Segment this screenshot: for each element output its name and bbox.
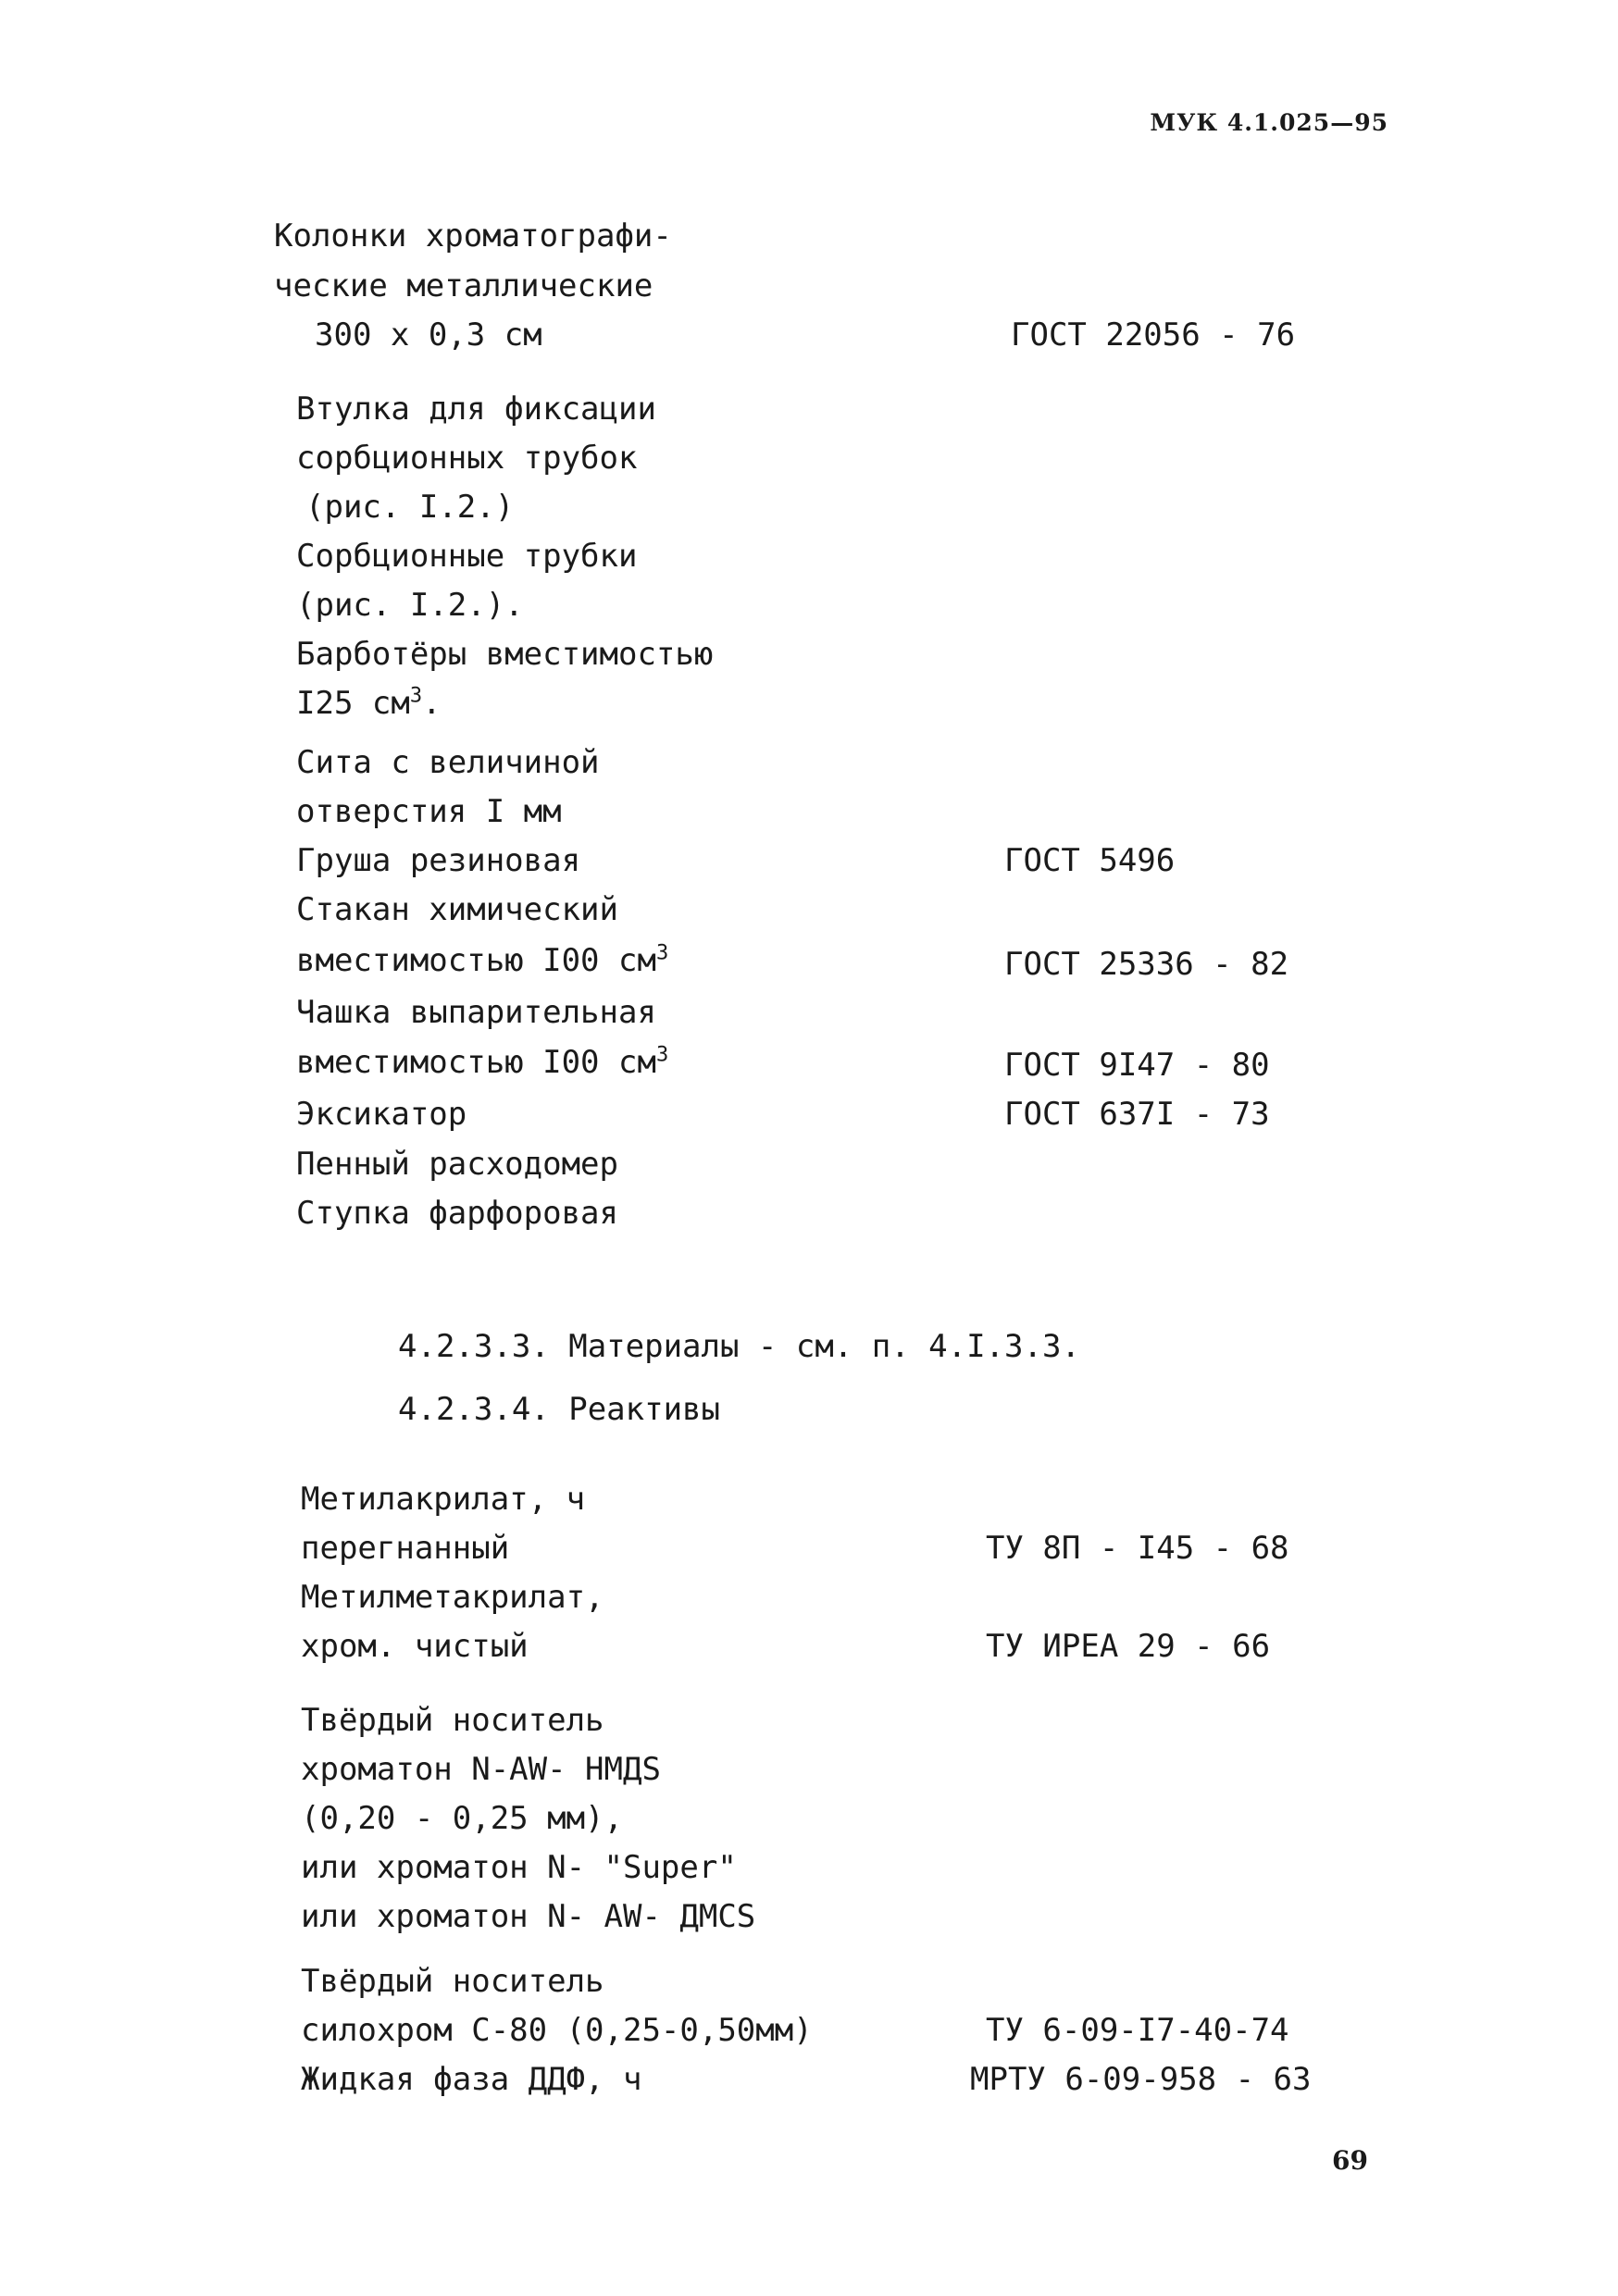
dish-standard: ГОСТ 9I47 - 80 [1004, 1047, 1270, 1084]
tubes-line-2: (рис. I.2.). [296, 587, 524, 624]
carrier1-line-1: Твёрдый носитель [301, 1702, 604, 1739]
columns-title-line-2: ческие металлические [274, 267, 653, 304]
columns-standard: ГОСТ 22056 - 76 [1011, 316, 1296, 354]
dish-line-1: Чашка выпарительная [296, 994, 656, 1031]
desiccator-name: Эксикатор [296, 1096, 467, 1133]
bushing-line-2: сорбционных трубок [296, 440, 638, 477]
bushing-line-3: (рис. I.2.) [305, 489, 515, 526]
reagents-heading: 4.2.3.4. Реактивы [398, 1391, 720, 1428]
bushing-line-1: Втулка для фиксации [296, 391, 656, 428]
glass-standard: ГОСТ 25336 - 82 [1004, 946, 1289, 983]
mortar-name: Ступка фарфоровая [296, 1195, 618, 1232]
carrier1-line-2: хроматон N-AW- НМДS [301, 1751, 661, 1788]
glass-line-2: вместимостью I00 $см^3$ [296, 941, 669, 979]
methyl-acrylate-line-1: Метилакрилат, ч [301, 1481, 586, 1518]
carrier2-standard: ТУ 6-09-I7-40-74 [986, 2012, 1289, 2049]
bulb-name: Груша резиновая [296, 842, 581, 879]
columns-title-line-1: Колонки хроматографи- [274, 217, 672, 254]
desiccator-standard: ГОСТ 637I - 73 [1004, 1096, 1270, 1133]
glass-line-1: Стакан химический [296, 891, 618, 928]
bubblers-line-2: I25 $см^3$. [296, 684, 442, 722]
liquid-phase-name: Жидкая фаза ДДФ, ч [301, 2061, 642, 2098]
sieves-line-1: Сита с величиной [296, 744, 600, 781]
liquid-phase-standard: МРТУ 6-09-958 - 63 [970, 2061, 1312, 2098]
carrier1-line-4: или хроматон N- "Super" [301, 1849, 737, 1886]
carrier1-line-5: или хроматон N- AW- ДМСS [301, 1898, 756, 1935]
materials-heading: 4.2.3.3. Материалы - см. п. 4.I.3.3. [398, 1328, 1080, 1365]
dish-line-2: вместимостью I00 $см^3$ [296, 1043, 669, 1081]
flowmeter-name: Пенный расходомер [296, 1146, 618, 1183]
carrier2-line-2: силохром С-80 (0,25-0,50мм) [301, 2012, 813, 2049]
bulb-standard: ГОСТ 5496 [1004, 842, 1176, 879]
methyl-methacrylate-line-2: хром. чистый [301, 1628, 529, 1665]
sieves-line-2: отверстия I мм [296, 793, 562, 830]
methyl-acrylate-line-2: перегнанный [301, 1530, 510, 1567]
methyl-acrylate-standard: ТУ 8П - I45 - 68 [986, 1530, 1289, 1567]
methyl-methacrylate-standard: ТУ ИРЕА 29 - 66 [986, 1628, 1271, 1665]
columns-title-line-3: 300 х 0,3 см [315, 316, 542, 354]
carrier2-line-1: Твёрдый носитель [301, 1963, 604, 2000]
methyl-methacrylate-line-1: Метилметакрилат, [301, 1579, 604, 1616]
document-code: МУК 4.1.025—95 [1150, 109, 1388, 136]
page-number: 69 [1332, 2145, 1368, 2176]
carrier1-line-3: (0,20 - 0,25 мм), [301, 1800, 623, 1837]
tubes-line-1: Сорбционные трубки [296, 538, 638, 575]
bubblers-line-1: Барботёры вместимостью [296, 636, 714, 673]
